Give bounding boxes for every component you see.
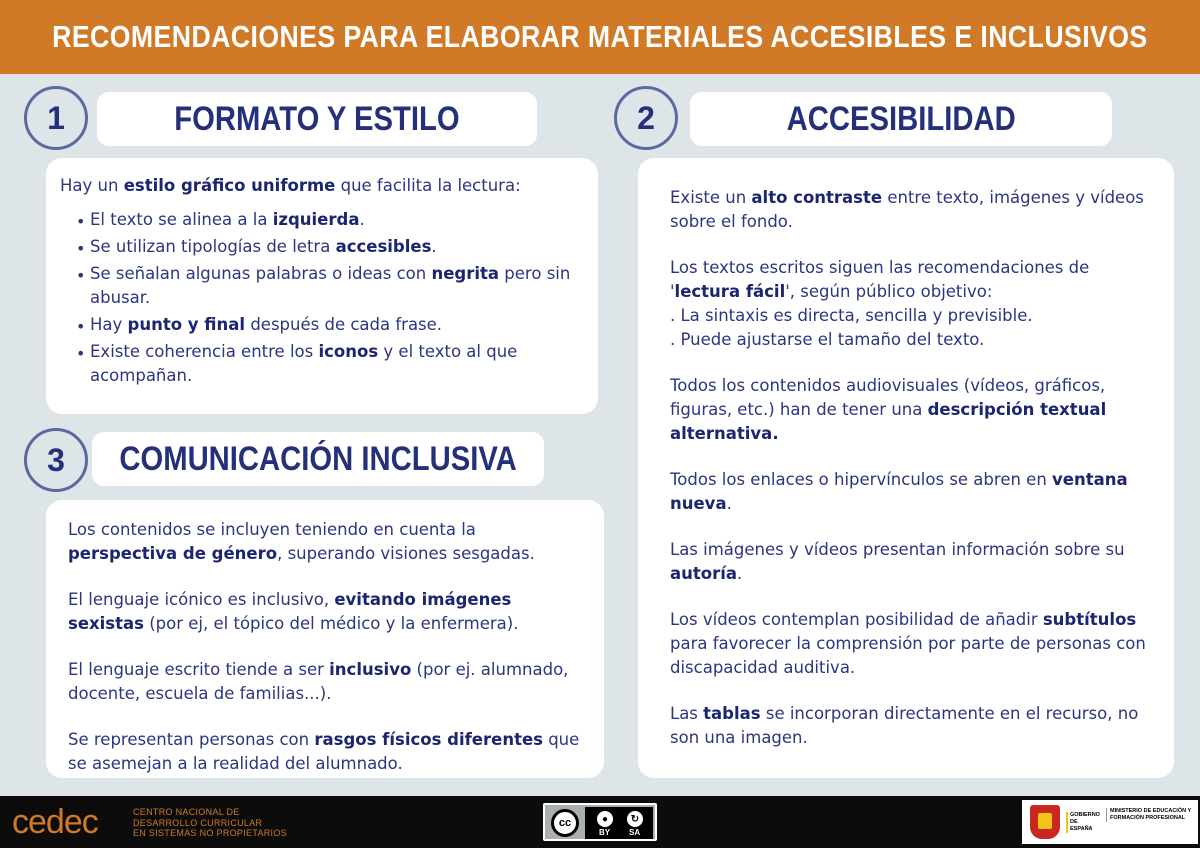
ministerio-label: MINISTERIO DE EDUCACIÓN Y FORMACIÓN PROFESIONAL bbox=[1106, 808, 1196, 822]
section-title-text: COMUNICACIÓN INCLUSIVA bbox=[119, 439, 517, 478]
bold-text: punto y final bbox=[127, 315, 246, 334]
formato-intro bbox=[60, 174, 582, 198]
text: se incorporan directamente en el recurso, no son una imagen. bbox=[670, 704, 1139, 747]
text: Las bbox=[670, 704, 704, 723]
paragraph bbox=[670, 702, 1158, 750]
text: El texto se alinea a la bbox=[90, 210, 273, 229]
paragraph bbox=[670, 608, 1158, 680]
bold-text: lectura fácil bbox=[674, 282, 786, 301]
text-line: . La sintaxis es directa, sencilla y previsible. bbox=[670, 306, 1033, 325]
paragraph bbox=[670, 468, 1158, 516]
text: Hay bbox=[90, 315, 128, 334]
bold-text: accesibles bbox=[335, 237, 432, 256]
creative-commons-badge[interactable] bbox=[543, 803, 657, 841]
paragraph bbox=[670, 186, 1158, 234]
page-title: RECOMENDACIONES PARA ELABORAR MATERIALES ACCESIBLES E INCLUSIVOS bbox=[52, 19, 1148, 54]
bold-text: autoría bbox=[670, 564, 738, 583]
text: . bbox=[359, 210, 365, 229]
text: EN SISTEMAS NO PROPIETARIOS bbox=[133, 828, 287, 838]
section-title-text: ACCESIBILIDAD bbox=[786, 99, 1016, 138]
paragraph bbox=[68, 658, 588, 706]
text: pero sin abusar. bbox=[90, 264, 571, 307]
text: , superando visiones sesgadas. bbox=[277, 544, 535, 563]
text: Se representan personas con bbox=[68, 730, 315, 749]
bold-text: perspectiva de género bbox=[68, 544, 278, 563]
list-item bbox=[76, 235, 582, 259]
bold-text: descripción textual alternativa. bbox=[670, 400, 1107, 443]
bold-text: ventana nueva bbox=[670, 470, 1128, 513]
cc-license-strip bbox=[585, 807, 653, 839]
text: (por ej, el tópico del médico y la enfermera). bbox=[143, 614, 519, 633]
cedec-subtitle bbox=[133, 807, 287, 839]
bold-text: iconos bbox=[318, 342, 379, 361]
text: entre texto, imágenes y vídeos sobre el fondo. bbox=[670, 188, 1144, 231]
cc-by-label: BY bbox=[599, 828, 611, 837]
bold-text: estilo gráfico uniforme bbox=[123, 176, 336, 195]
share-alike-icon: ↻ bbox=[627, 811, 643, 827]
bold-text: evitando imágenes sexistas bbox=[68, 590, 512, 633]
section-title-accesibilidad bbox=[690, 92, 1112, 146]
list-item bbox=[76, 340, 582, 388]
section-title-text: FORMATO Y ESTILO bbox=[174, 99, 460, 138]
list-item bbox=[76, 208, 582, 232]
text: Existe un bbox=[670, 188, 752, 207]
paragraph bbox=[670, 256, 1158, 352]
accesibilidad-panel bbox=[638, 158, 1174, 778]
bold-text: inclusivo bbox=[329, 660, 412, 679]
text: Se señalan algunas palabras o ideas con bbox=[90, 264, 432, 283]
person-icon: ● bbox=[597, 811, 613, 827]
formato-panel bbox=[46, 158, 598, 414]
text: . bbox=[431, 237, 437, 256]
text: Hay un bbox=[60, 176, 124, 195]
text: CENTRO NACIONAL DE bbox=[133, 807, 240, 817]
cc-icon: cc bbox=[551, 809, 579, 837]
bold-text: subtítulos bbox=[1042, 610, 1137, 629]
bold-text: negrita bbox=[431, 264, 500, 283]
section-number-1: 1 bbox=[24, 86, 88, 150]
bold-text: alto contraste bbox=[751, 188, 883, 207]
text: . bbox=[726, 494, 732, 513]
text: Se utilizan tipologías de letra bbox=[90, 237, 336, 256]
text: para favorecer la comprensión por parte de personas con discapacidad auditiva. bbox=[670, 634, 1146, 677]
text: Todos los contenidos audiovisuales (vídeos, gráficos, figuras, etc.) han de tener una bbox=[670, 376, 1106, 419]
paragraph bbox=[68, 518, 588, 566]
text: ', según público objetivo: bbox=[785, 282, 993, 301]
paragraph bbox=[670, 538, 1158, 586]
text: Existe coherencia entre los bbox=[90, 342, 319, 361]
text: Los contenidos se incluyen teniendo en cuenta la bbox=[68, 520, 476, 539]
text: y el texto al que acompañan. bbox=[90, 342, 518, 385]
paragraph bbox=[670, 374, 1158, 446]
section-title-comunicacion bbox=[92, 432, 544, 486]
text-line: . Puede ajustarse el tamaño del texto. bbox=[670, 330, 985, 349]
text: que se asemejan a la realidad del alumnado. bbox=[68, 730, 580, 773]
paragraph bbox=[68, 588, 588, 636]
cc-sa-label: SA bbox=[629, 828, 641, 837]
section-number-3: 3 bbox=[24, 428, 88, 492]
cedec-logo: cedec bbox=[12, 803, 98, 841]
list-item bbox=[76, 313, 582, 337]
section-number-2: 2 bbox=[614, 86, 678, 150]
text: después de cada frase. bbox=[245, 315, 443, 334]
coat-of-arms-icon bbox=[1030, 805, 1060, 839]
section-title-formato bbox=[97, 92, 537, 146]
formato-list bbox=[60, 208, 582, 388]
text: que facilita la lectura: bbox=[335, 176, 521, 195]
text: Las imágenes y vídeos presentan información sobre su bbox=[670, 540, 1125, 559]
text: El lenguaje icónico es inclusivo, bbox=[68, 590, 335, 609]
gobierno-label: GOBIERNO DE ESPAÑA bbox=[1066, 812, 1092, 833]
bold-text: izquierda bbox=[272, 210, 360, 229]
text: DESARROLLO CURRICULAR bbox=[133, 817, 263, 828]
bold-text: tablas bbox=[703, 704, 761, 723]
paragraph bbox=[68, 728, 588, 776]
list-item bbox=[76, 262, 582, 310]
text: (por ej. alumnado, docente, escuela de familias...). bbox=[68, 660, 569, 703]
text: Los vídeos contemplan posibilidad de añadir bbox=[670, 610, 1043, 629]
text: . bbox=[737, 564, 743, 583]
comunicacion-panel bbox=[46, 500, 604, 778]
bold-text: rasgos físicos diferentes bbox=[314, 730, 543, 749]
government-logo bbox=[1022, 800, 1198, 844]
text: El lenguaje escrito tiende a ser bbox=[68, 660, 330, 679]
text: Todos los enlaces o hipervínculos se abren en bbox=[670, 470, 1053, 489]
text: Los textos escritos siguen las recomendaciones de ' bbox=[670, 258, 1090, 301]
header-bar bbox=[0, 0, 1200, 74]
